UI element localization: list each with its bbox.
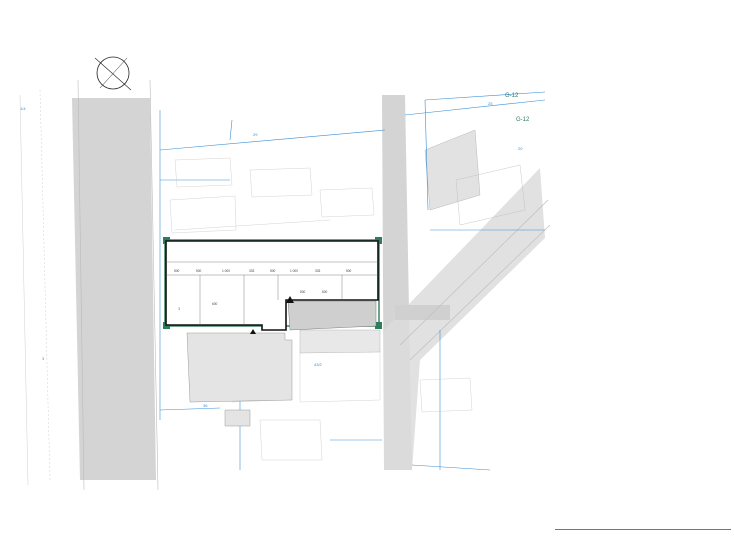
svg-text:1/4: 1/4 bbox=[20, 106, 26, 111]
svg-text:G-12: G-12 bbox=[516, 117, 530, 123]
footer-divider bbox=[555, 529, 731, 530]
svg-text:29: 29 bbox=[253, 132, 258, 137]
svg-text:3: 3 bbox=[178, 306, 181, 311]
svg-text:500: 500 bbox=[196, 269, 202, 273]
legend bbox=[570, 22, 730, 24]
svg-text:500: 500 bbox=[174, 269, 180, 273]
north-arrow bbox=[95, 57, 131, 90]
svg-text:600: 600 bbox=[322, 290, 328, 294]
svg-text:3: 3 bbox=[42, 356, 45, 361]
svg-text:333: 333 bbox=[249, 269, 255, 273]
svg-text:1 000: 1 000 bbox=[222, 269, 230, 273]
designed-garage bbox=[166, 241, 378, 330]
street-pabianicka-strip bbox=[72, 98, 156, 480]
svg-text:25: 25 bbox=[488, 101, 493, 106]
area-balance bbox=[570, 318, 730, 322]
svg-text:500: 500 bbox=[300, 290, 306, 294]
svg-text:333: 333 bbox=[315, 269, 321, 273]
svg-text:G-12: G-12 bbox=[505, 93, 519, 99]
svg-text:43/2: 43/2 bbox=[314, 362, 322, 367]
svg-text:1 000: 1 000 bbox=[290, 269, 298, 273]
svg-text:20: 20 bbox=[518, 146, 523, 151]
svg-text:600: 600 bbox=[212, 302, 218, 306]
svg-text:500: 500 bbox=[346, 269, 352, 273]
svg-text:500: 500 bbox=[270, 269, 276, 273]
existing-building-lower bbox=[187, 333, 292, 402]
svg-text:36: 36 bbox=[203, 403, 208, 408]
